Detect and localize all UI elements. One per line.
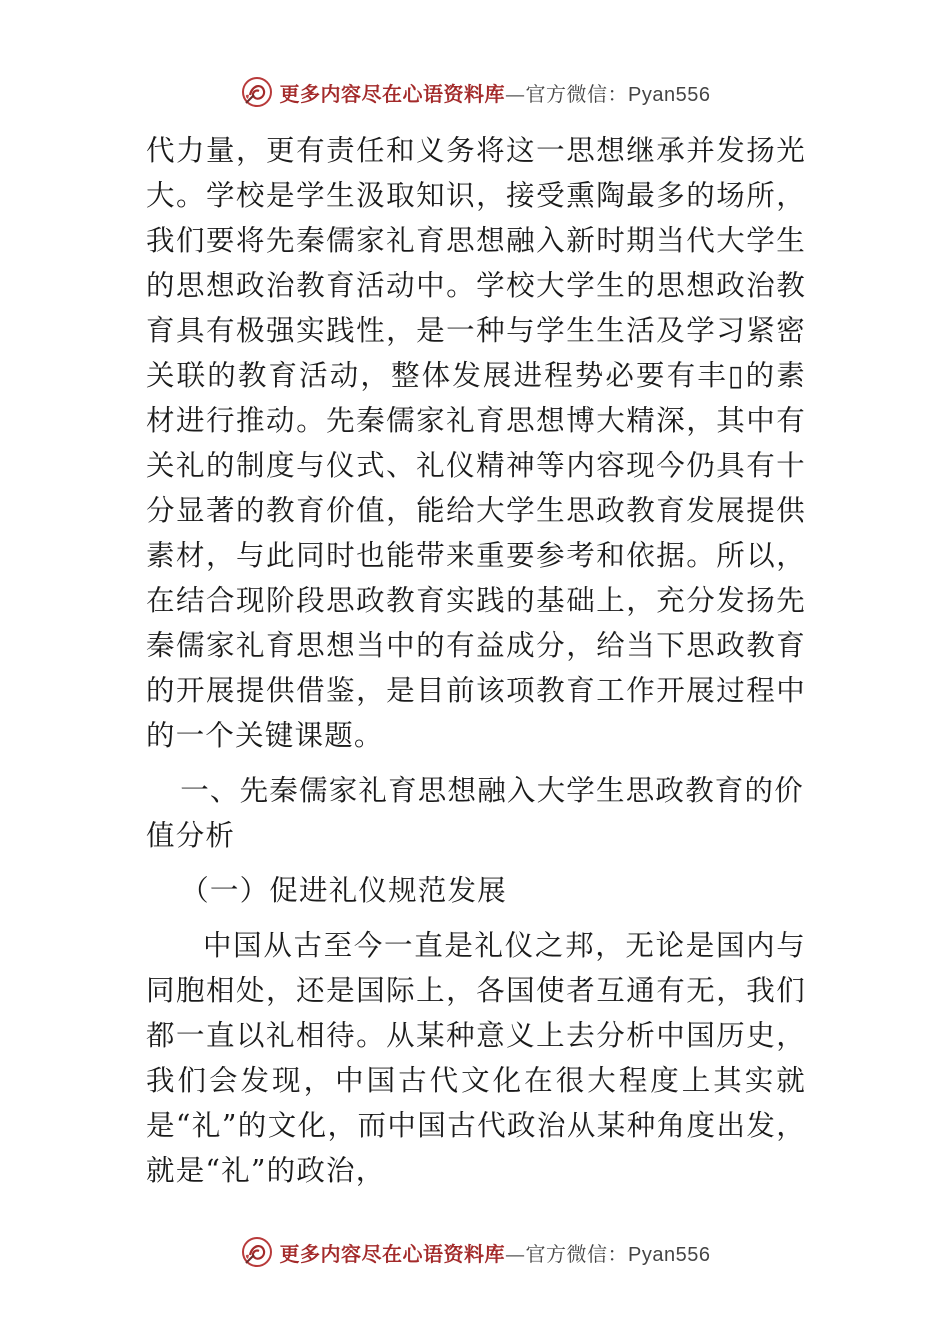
- header-wechat-id: Pyan556: [628, 83, 711, 106]
- header-banner: [0, 72, 950, 112]
- footer-banner: [0, 1232, 950, 1272]
- footer-separator: —: [505, 1241, 526, 1266]
- rose-logo-icon: [240, 75, 274, 109]
- header-wechat-label: 官方微信：: [525, 81, 629, 106]
- header-brand-text: 更多内容尽在心语资料库: [279, 81, 506, 106]
- body-paragraph-2: 中国从古至今一直是礼仪之邦，无论是国内与同胞相处，还是国际上，各国使者互通有无，我们都一直以礼相待。从某种意义上去分析中国历史，我们会发现，中国古代文化在很大程度上其实就是“礼”的文化，而中国古代政治从某种角度出发，就是“礼”的政治，: [146, 929, 806, 1187]
- header-banner-text: [280, 78, 711, 107]
- footer-wechat-label: 官方微信：: [525, 1241, 629, 1266]
- subsection-heading: （一）促进礼仪规范发展: [180, 874, 507, 907]
- footer-wechat-id: Pyan556: [628, 1243, 711, 1266]
- footer-brand-text: 更多内容尽在心语资料库: [279, 1241, 506, 1266]
- section-heading: 一、先秦儒家礼育思想融入大学生思政教育的价值分析: [146, 774, 804, 852]
- rose-logo-icon: [240, 1235, 274, 1269]
- footer-banner-text: [280, 1238, 711, 1267]
- document-body: [146, 128, 806, 1193]
- body-paragraph-1: 代力量，更有责任和义务将这一思想继承并发扬光大。学校是学生汲取知识，接受熏陶最多的场所，我们要将先秦儒家礼育思想融入新时期当代大学生的思想政治教育活动中。学校大学生的思想政治教育具有极强实践性，是一种与学生生活及学习紧密关联的教育活动，整体发展进程势必要有丰▯的素材进行推动。先秦儒家礼育思想博大精深，其中有关礼的制度与仪式、礼仪精神等内容现今仍具有十分显著的教育价值，能给大学生思政教育发展提供素材，与此同时也能带来重要参考和依据。所以，在结合现阶段思政教育实践的基础上，充分发扬先秦儒家礼育思想当中的有益成分，给当下思政教育的开展提供借鉴，是目前该项教育工作开展过程中的一个关键课题。: [146, 134, 806, 752]
- header-separator: —: [505, 81, 526, 106]
